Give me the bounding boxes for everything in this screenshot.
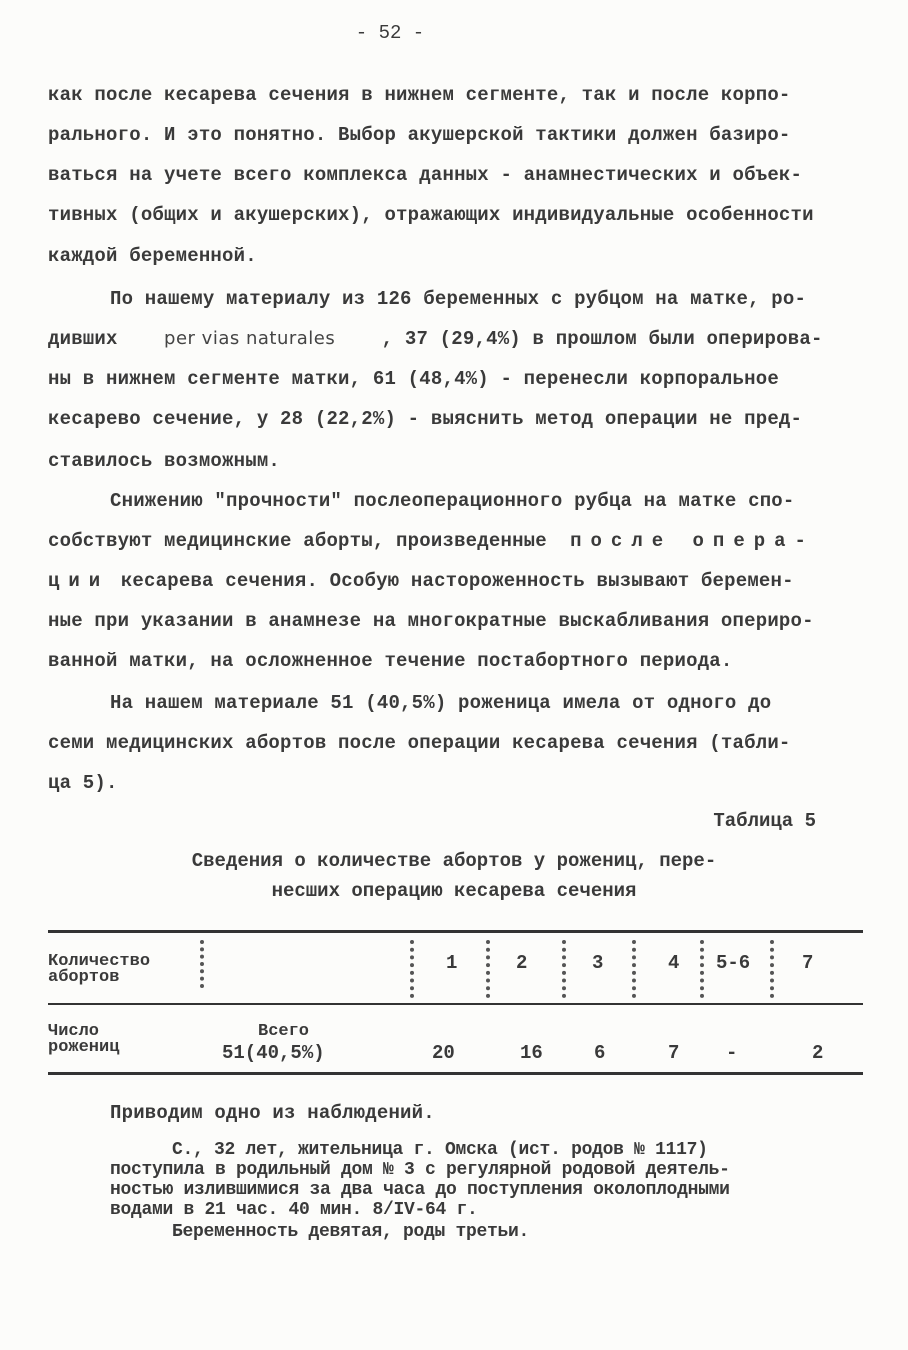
paragraph-1-line-4: тивных (общих и акушерских), отражающих индивидуальные особенности: [48, 204, 814, 226]
column-header-5-6: 5-6: [716, 952, 751, 974]
paragraph-1-line-3: ваться на учете всего комплекса данных - анамнестических и объек-: [48, 164, 803, 186]
row-label-line-1: Число: [48, 1022, 100, 1041]
page-number: - 52 -: [355, 22, 425, 44]
paragraph-3-line-2: [48, 530, 815, 552]
paragraph-2-line-2: [48, 328, 823, 350]
handwritten-insert: per vias naturales: [164, 328, 336, 349]
total-label: Всего: [258, 1022, 310, 1041]
row-label-line-2: рожениц: [48, 1038, 120, 1057]
header-separator: [200, 940, 208, 988]
paragraph-1-line-2: рального. И это понятно. Выбор акушерской тактики должен базиро-: [48, 124, 791, 146]
paragraph-4-line-1: На нашем материале 51 (40,5%) роженица имела от одного до: [110, 692, 772, 714]
table-bottom-rule: [48, 1072, 863, 1075]
header-separator: [486, 940, 494, 998]
paragraph-3-line-5: ванной матки, на осложненное течение постабортного периода.: [48, 650, 733, 672]
paragraph-2-line-2-start: дивших: [48, 328, 118, 350]
paragraph-3-line-4: ные при указании в анамнезе на многократные выскабливания опериро-: [48, 610, 814, 632]
paragraph-1-line-1: как после кесарева сечения в нижнем сегменте, так и после корпо-: [48, 84, 791, 106]
table-caption-line-2: несших операцию кесарева сечения: [271, 880, 637, 902]
header-separator: [632, 940, 640, 998]
total-value: 51(40,5%): [222, 1042, 325, 1064]
paragraph-1-line-5: каждой беременной.: [48, 245, 257, 267]
emphasis-operation-end: ции: [48, 570, 110, 592]
column-header-1: 1: [446, 952, 458, 974]
observation-intro: Приводим одно из наблюдений.: [110, 1102, 435, 1124]
column-header-2: 2: [516, 952, 528, 974]
header-separator: [700, 940, 708, 998]
case-line-1: С., 32 лет, жительница г. Омска (ист. родов № 1117): [172, 1140, 708, 1160]
value-1: 20: [432, 1042, 455, 1064]
paragraph-3-line-3-end: кесарева сечения. Особую настороженность вызывают беремен-: [120, 570, 794, 592]
value-5-6: -: [726, 1042, 738, 1064]
case-line-5: Беременность девятая, роды третьи.: [172, 1222, 530, 1242]
header-separator: [410, 940, 418, 998]
paragraph-4-line-2: семи медицинских абортов после операции кесарева сечения (табли-: [48, 732, 791, 754]
header-label-line-2: абортов: [48, 968, 120, 987]
table-label: Таблица 5: [713, 810, 816, 832]
value-4: 7: [668, 1042, 680, 1064]
row-label: [48, 1024, 119, 1056]
column-header-4: 4: [668, 952, 680, 974]
paragraph-2-line-2-end: , 37 (29,4%) в прошлом были оперирова-: [381, 328, 823, 350]
paragraph-2-line-5: ставилось возможным.: [48, 450, 281, 472]
value-7: 2: [812, 1042, 824, 1064]
emphasis-after-operation: после опера-: [570, 530, 815, 552]
table-caption-line-1: Сведения о количестве абортов у рожениц, пере-: [191, 850, 717, 872]
case-line-4: водами в 21 час. 40 мин. 8/IV-64 г.: [110, 1200, 478, 1220]
header-separator: [770, 940, 778, 998]
header-label: [48, 954, 150, 986]
table-top-rule: [48, 930, 863, 933]
paragraph-3-line-1: Снижению "прочности" послеоперационного рубца на матке спо-: [110, 490, 795, 512]
paragraph-2-line-3: ны в нижнем сегменте матки, 61 (48,4%) - перенесли корпоральное: [48, 368, 779, 390]
case-line-2: поступила в родильный дом № 3 с регулярной родовой деятель-: [110, 1160, 730, 1180]
paragraph-3-line-3: [48, 570, 794, 592]
column-header-3: 3: [592, 952, 604, 974]
header-label-line-1: Количество: [48, 952, 151, 971]
paragraph-4-line-3: ца 5).: [48, 772, 118, 794]
value-2: 16: [520, 1042, 543, 1064]
case-line-3: ностью излившимися за два часа до поступления околоплодными: [110, 1180, 730, 1200]
paragraph-2-line-1: По нашему материалу из 126 беременных с рубцом на матке, ро-: [110, 288, 807, 310]
column-header-7: 7: [802, 952, 814, 974]
table-header-rule: [48, 1003, 863, 1005]
paragraph-2-line-4: кесарево сечение, у 28 (22,2%) - выяснить метод операции не пред-: [48, 408, 803, 430]
value-3: 6: [594, 1042, 606, 1064]
paragraph-3-line-2-start: собствуют медицинские аборты, произведенные: [48, 530, 547, 552]
header-separator: [562, 940, 570, 998]
